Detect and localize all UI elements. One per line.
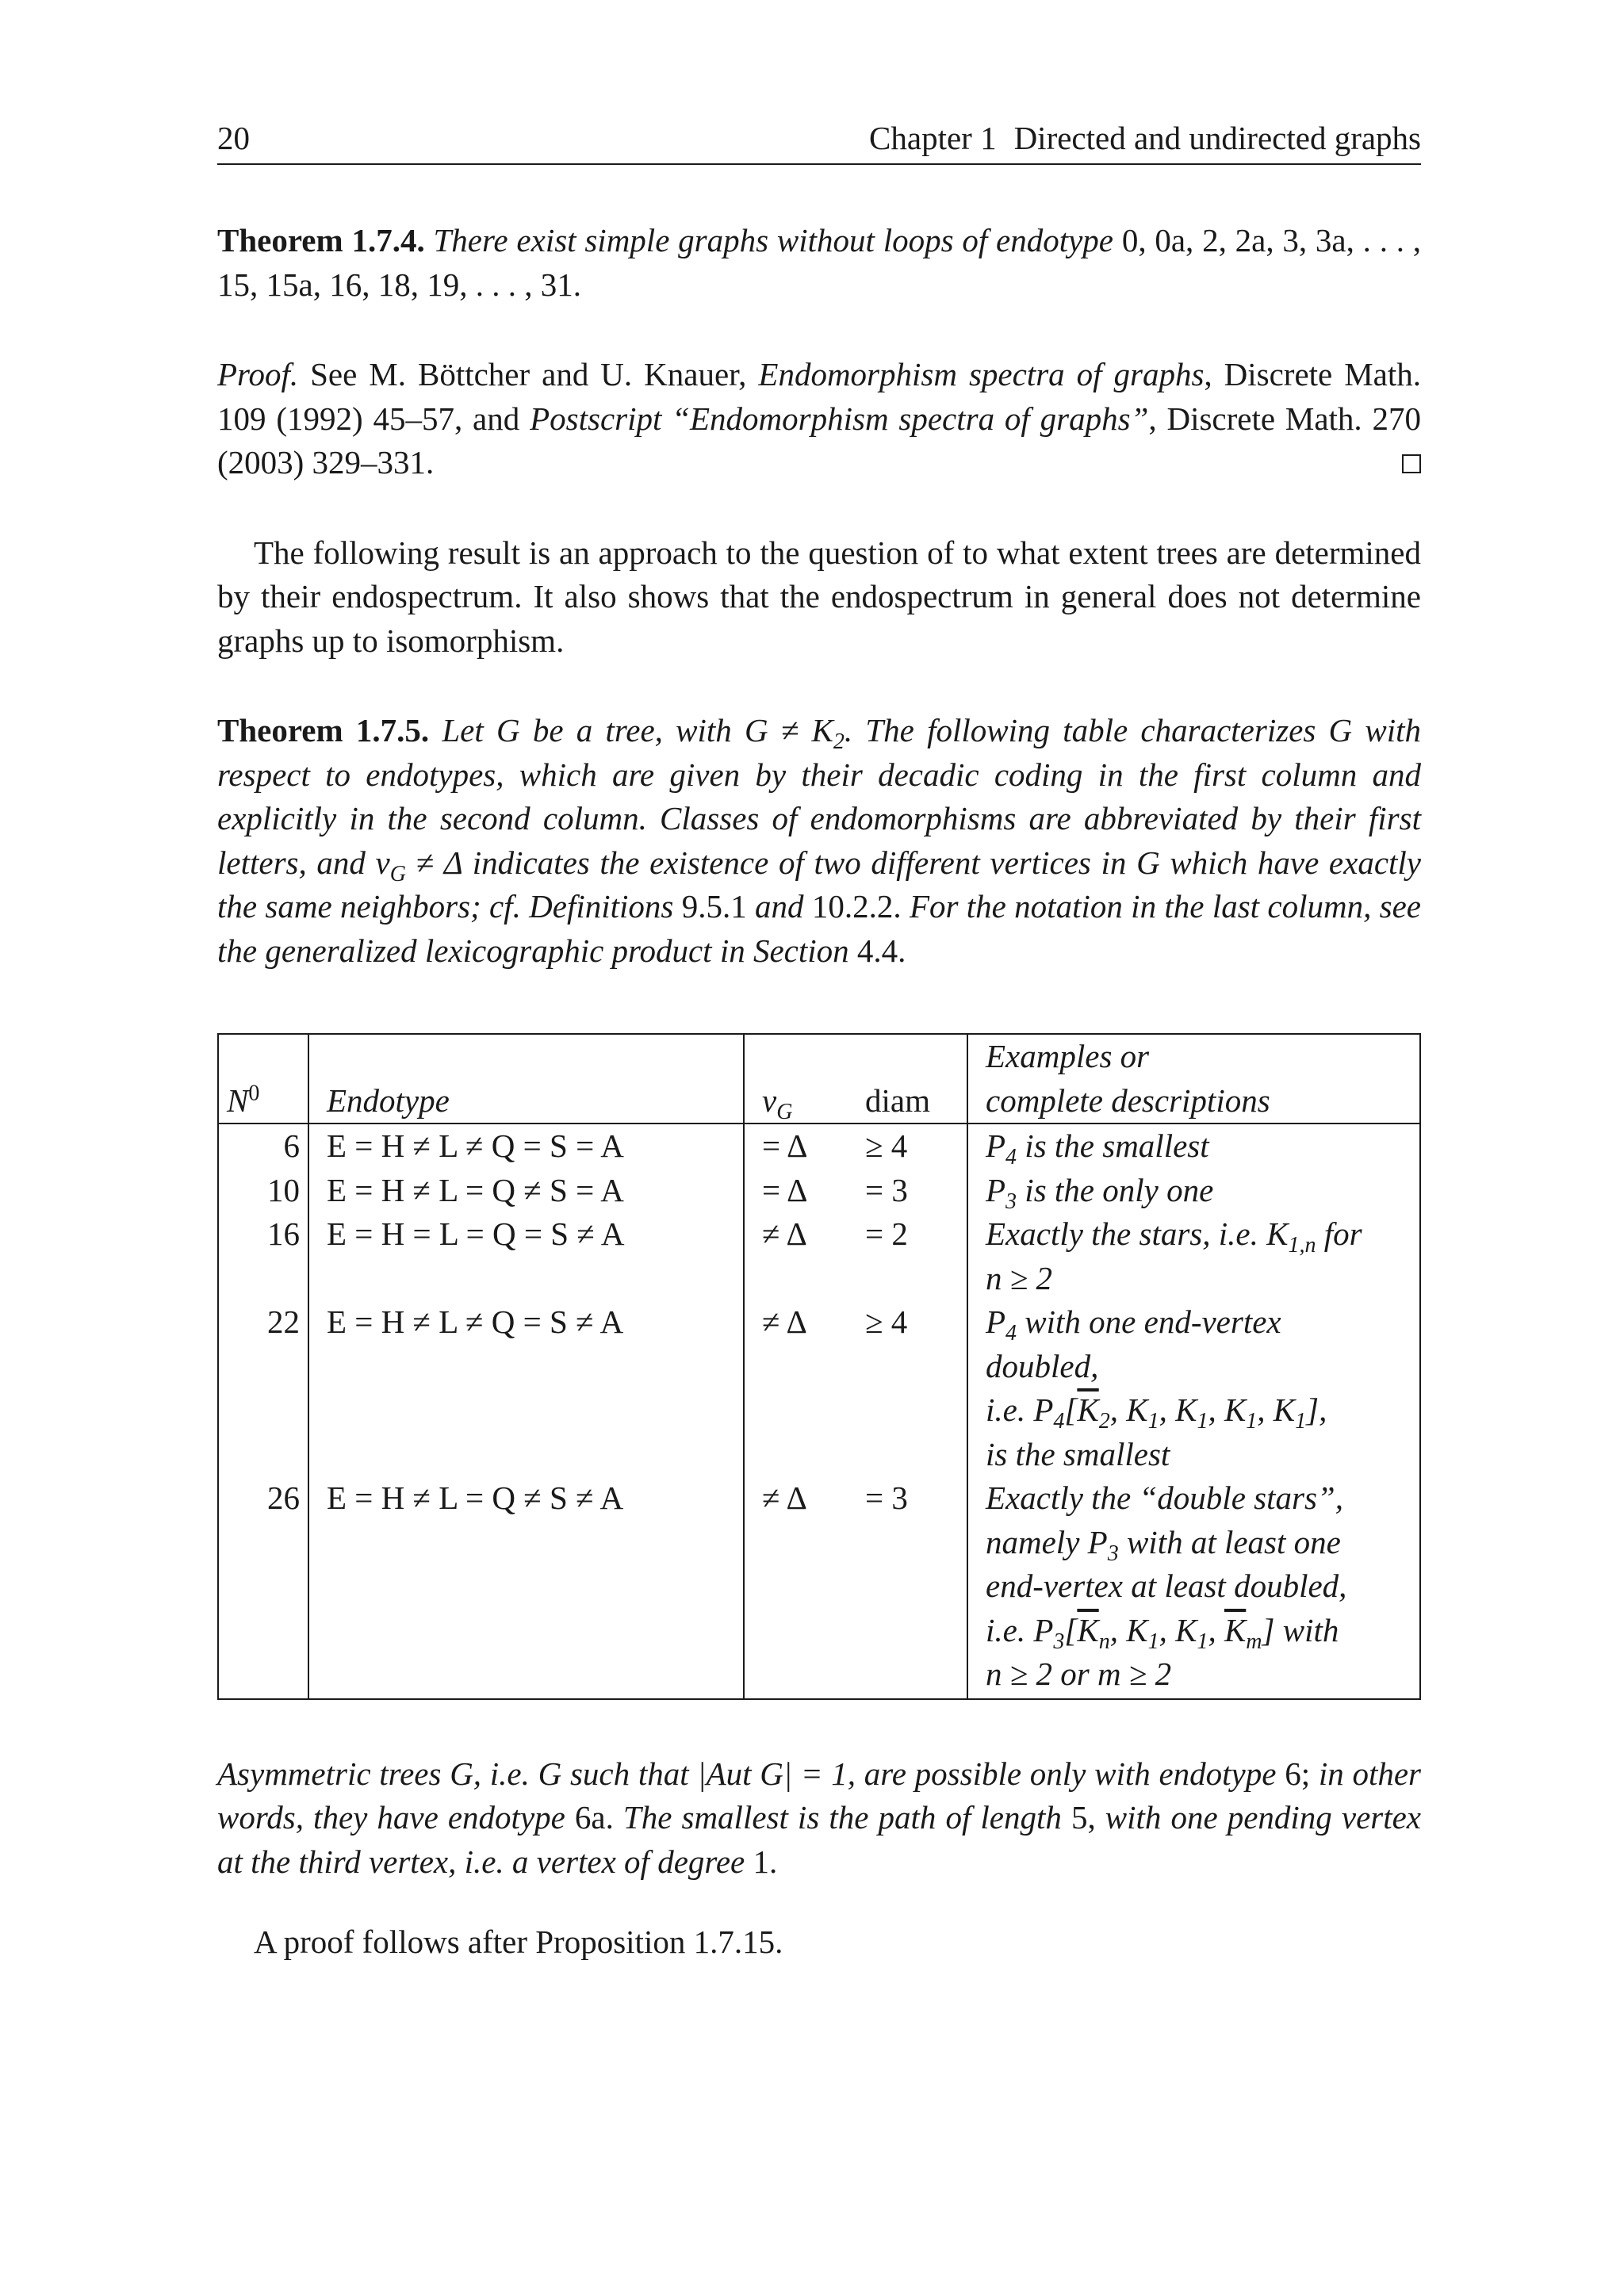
qed-symbol — [1402, 441, 1421, 485]
ex-text: n ≥ 2 or m ≥ 2 — [986, 1656, 1172, 1692]
ex-sub: 4 — [1005, 1321, 1017, 1346]
cell-example — [967, 1300, 1420, 1476]
cell-diam: ≥ 4 — [857, 1300, 967, 1476]
cell-diam: = 3 — [857, 1169, 967, 1213]
closing-paragraph: A proof follows after Proposition 1.7.15. — [254, 1924, 783, 1960]
header-no — [218, 1034, 308, 1124]
number-3: 5, — [1071, 1799, 1096, 1836]
table-row — [218, 1169, 1420, 1213]
number-1: 6; — [1285, 1755, 1311, 1792]
ex-sub: n — [1098, 1629, 1110, 1654]
table-row — [218, 1476, 1420, 1699]
ex-text: is the only one — [1017, 1171, 1214, 1208]
cell-example — [967, 1212, 1420, 1300]
ex-sub: 1 — [1197, 1409, 1208, 1434]
cell-diam: = 2 — [857, 1212, 967, 1300]
cell-no: 6 — [218, 1124, 308, 1169]
theorem-label: Theorem 1.7.4. — [217, 222, 425, 258]
ex-sub: 1 — [1147, 1409, 1159, 1434]
ex-text: i.e. P — [986, 1611, 1054, 1648]
text-4: with one pending vertex at the third vertex, i.e. a vertex of degree — [217, 1799, 1422, 1880]
ex-sub: 2 — [1098, 1409, 1110, 1434]
ex-text: is the smallest — [1017, 1127, 1209, 1164]
ex-sub: 1 — [1295, 1409, 1307, 1434]
cell-endotype: E = H ≠ L = Q ≠ S ≠ A — [308, 1476, 744, 1699]
cell-nu: = Δ — [762, 1127, 808, 1164]
proof-text-3: , Discrete Math. 270 (2003) 329–331. — [217, 400, 1422, 480]
theorem-text-3: ≠ Δ indicates the existence of two different vertices in G which have exactly the same neighbors; cf. Definitions — [217, 844, 1421, 924]
ex-text: P — [986, 1171, 1006, 1208]
section-ref: 4.4. — [856, 932, 906, 969]
proof-text-1: See M. Böttcher and U. Knauer, — [310, 356, 747, 392]
header-nu-text: ν — [762, 1081, 777, 1119]
proof-text-2: , Discrete Math. 109 (1992) 45–57, and — [217, 356, 1422, 437]
subscript: G — [389, 861, 406, 886]
chapter-heading — [869, 119, 1421, 157]
header-examples — [967, 1034, 1420, 1124]
ex-text: , K — [1109, 1611, 1148, 1648]
chapter-number: Chapter 1 — [869, 120, 997, 156]
endotype-table — [217, 1033, 1421, 1700]
header-examples-line2: complete descriptions — [986, 1081, 1270, 1119]
ex-text: with one end-vertex — [1017, 1303, 1281, 1340]
ex-text: , K — [1109, 1391, 1148, 1428]
header-no-text: N — [227, 1081, 249, 1119]
ex-text: , K — [1159, 1391, 1197, 1428]
ex-sub: 1,n — [1288, 1233, 1316, 1258]
ex-sub: m — [1246, 1629, 1262, 1654]
ex-overline: $\overline{K}$ — [1224, 1611, 1247, 1648]
theorem-text-5: For the notation in the last column, see the generalized lexicographic product in Section — [217, 888, 1422, 969]
header-no-sup: 0 — [248, 1080, 260, 1105]
ex-text: i.e. P — [986, 1391, 1054, 1428]
ex-text: for — [1316, 1215, 1362, 1252]
theorem-1-7-4 — [217, 219, 1421, 307]
ex-text: with at least one — [1118, 1523, 1341, 1560]
ex-text: , K — [1159, 1611, 1197, 1648]
cell-example — [967, 1169, 1420, 1213]
cell-example — [967, 1476, 1420, 1699]
ex-text: , K — [1208, 1391, 1247, 1428]
cell-nu: ≠ Δ — [762, 1215, 807, 1252]
ex-text: Exactly the “double stars”, — [986, 1480, 1343, 1516]
table-row — [218, 1212, 1420, 1300]
ex-text: [ — [1064, 1611, 1078, 1648]
page — [217, 119, 1421, 1965]
cell-no: 10 — [218, 1169, 308, 1213]
ex-text: ], — [1306, 1391, 1327, 1428]
cell-no: 22 — [218, 1300, 308, 1476]
ex-text: n ≥ 2 — [986, 1259, 1053, 1296]
chapter-title: Directed and undirected graphs — [1013, 120, 1421, 156]
theorem-1-7-5 — [217, 709, 1421, 973]
cell-nu: ≠ Δ — [762, 1480, 807, 1516]
ex-text: , K — [1257, 1391, 1296, 1428]
cell-no: 26 — [218, 1476, 308, 1699]
subscript: 2 — [833, 729, 845, 755]
theorem-label: Theorem 1.7.5. — [217, 712, 430, 748]
ex-text: doubled, — [986, 1347, 1099, 1384]
reference-title-1: Endomorphism spectra of graphs — [758, 356, 1205, 392]
header-endotype: Endotype — [308, 1034, 744, 1124]
cell-endotype: E = H ≠ L = Q ≠ S = A — [308, 1169, 744, 1213]
ex-sub: 3 — [1005, 1189, 1017, 1214]
header-nu-sub: G — [776, 1099, 793, 1124]
theorem-text-2: . The following table characterizes G with respect to endotypes, which are given by their decadic coding in the first column and explicitly in the second column. Classes of endomorphisms are abbreviated by their first letters, and ν — [217, 712, 1422, 881]
ex-sub: 4 — [1005, 1145, 1017, 1170]
ex-text: P — [986, 1127, 1006, 1164]
proof-label: Proof. — [217, 356, 299, 392]
table-row — [218, 1124, 1420, 1169]
ex-overline: $\overline{K}$ — [1077, 1391, 1099, 1428]
cell-endotype: E = H ≠ L ≠ Q = S = A — [308, 1124, 744, 1169]
header-diam: diam — [857, 1034, 967, 1124]
cell-nu: = Δ — [762, 1171, 808, 1208]
definition-ref-2: 10.2.2. — [811, 888, 902, 924]
header-examples-line1: Examples or — [986, 1038, 1150, 1074]
ex-text: [ — [1064, 1391, 1078, 1428]
ex-sub: 1 — [1147, 1629, 1159, 1654]
page-number: 20 — [217, 120, 250, 156]
definition-ref-1: 9.5.1 — [681, 888, 747, 924]
ex-text: namely P — [986, 1523, 1108, 1560]
intro-paragraph: The following result is an approach to the question of to what extent trees are determined by their endospectrum. It also shows that the endospectrum in general does not determine graphs up to isomorphism. — [217, 534, 1421, 659]
number-4: 1. — [753, 1843, 778, 1880]
theorem-text-1: Let G be a tree, with G ≠ K — [442, 712, 833, 748]
ex-sub: 3 — [1107, 1541, 1119, 1566]
text-3: The smallest is the path of length — [622, 1799, 1062, 1836]
reference-title-2: Postscript “Endomorphism spectra of graphs” — [530, 400, 1149, 437]
ex-sub: 4 — [1053, 1409, 1065, 1434]
text-1: Asymmetric trees G, i.e. G such that |Aut G| = 1, are possible only with endotype — [217, 1755, 1277, 1792]
ex-text: P — [986, 1303, 1006, 1340]
cell-example — [967, 1124, 1420, 1169]
ex-overline: $\overline{K}$ — [1077, 1611, 1099, 1648]
theorem-text-4: and — [755, 888, 804, 924]
ex-text: Exactly the stars, i.e. K — [986, 1215, 1289, 1252]
cell-no: 16 — [218, 1212, 308, 1300]
ex-text: is the smallest — [986, 1435, 1170, 1472]
ex-sub: 1 — [1246, 1409, 1258, 1434]
cell-nu: ≠ Δ — [762, 1303, 807, 1340]
cell-endotype: E = H = L = Q = S ≠ A — [308, 1212, 744, 1300]
theorem-text: There exist simple graphs without loops of endotype — [433, 222, 1114, 258]
endotype-list: 0, 0a, 2, 2a, 3, 3a, . . . , 15, 15a, 16, 18, 19, . . . , 31. — [217, 222, 1422, 303]
cell-diam: ≥ 4 — [857, 1124, 967, 1169]
ex-sub: 1 — [1197, 1629, 1208, 1654]
cell-endotype: E = H ≠ L ≠ Q = S ≠ A — [308, 1300, 744, 1476]
ex-text: , — [1208, 1611, 1224, 1648]
ex-sub: 3 — [1053, 1629, 1065, 1654]
proof-paragraph — [217, 353, 1421, 485]
ex-text: end-vertex at least doubled, — [986, 1568, 1347, 1604]
cell-diam: = 3 — [857, 1476, 967, 1699]
running-header — [217, 119, 1421, 165]
number-2: 6a. — [574, 1799, 614, 1836]
text-2: in other words, they have endotype — [217, 1755, 1421, 1836]
header-nu — [744, 1034, 857, 1124]
table-header-row — [218, 1034, 1420, 1124]
asymmetric-trees-paragraph — [217, 1752, 1421, 1885]
ex-text: ] with — [1262, 1611, 1339, 1648]
table-row — [218, 1300, 1420, 1476]
